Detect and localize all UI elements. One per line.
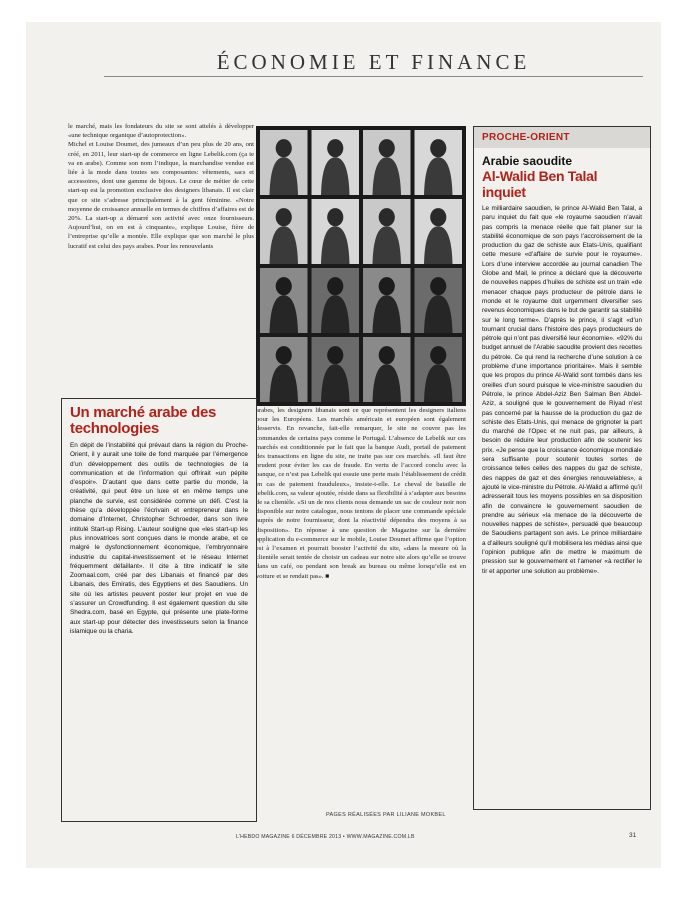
section-tag: PROCHE-ORIENT (474, 127, 650, 148)
sidebar-box-proche-orient (473, 126, 651, 810)
photo-cell (260, 199, 308, 264)
section-title: ÉCONOMIE ET FINANCE (216, 50, 531, 74)
box-text: Le milliardaire saoudien, le prince Al-Walid Ben Talal, a paru inquiet du fait que «le royaume saoudien n’avait pas compris la menace réelle que fait planer sur la stabilité économique de son pays l’accroissement de la production du gaz de schiste aux Etats-Unis, qualifiant cette mesure «d’affaire de survie pour le royaume». Lors d’une interview accordée au journal canadien The Globe and Mail, le prince a déclaré que la découverte de nouvelles nappes d’huiles de schiste est un train «de menacer chaque pays producteur de pétrole dans le monde et le royaume doit urgemment diversifier ses revenus économiques dans le but de garantir sa stabilité sur le long terme». D’après le prince, il s’agit «d’un tournant crucial dans l’histoire des pays producteurs de pétrole qui n’ont pas diversifié leur économie». «92% du budget annuel de l’Arabie saoudite provient des recettes du pétrole. Ce qui rend la recherche d’une solution à ce problème d’une importance prioritaire». Mais il semble que les propos du prince Al-Walid sont tombés dans les oreilles d’un sourd puisque le vice-ministre saoudien du Pétrole, le prince Abdel-Aziz Ben Salman Ben Abdel-Aziz, a souligné que le gouvernement de Riyad n’est pas concerné par la hausse de la production du gaz de schiste des Etats-Unis, qui menace de grignoter la part du marché de l’Opec et ne nuit pas, par ailleurs, à besoin de réduire leur production afin de soutenir les prix. «Je pense que la croissance économique mondiale sera suffisante pour soutenir toutes sortes de croissance telles celles des nappes du gaz de schiste, des nappes de gaz et des énergies renouvelables», a ajouté le vice-ministre du Pétrole. Al-Walid a affirmé qu’il adresserait tous les moyens possibles en sa disposition afin de convaincre le gouvernement saoudien de prendre au sérieux «la menace de la découverte de nouvelles nappes de schiste», persuadé que beaucoup de Saoudiens partagent son avis. Le prince milliardaire a d’ailleurs souligné qu’il mobilisera les médias ainsi que l’opinion publique afin de mettre le maximum de pression sur le gouvernement et l’amener «à rectifier le tir et apporter une solution au problème». (482, 205, 642, 575)
photo-cell (312, 199, 360, 264)
photo-cell (312, 268, 360, 333)
fashion-photo-grid (256, 126, 466, 406)
country-label: Arabie saoudite (482, 154, 573, 168)
photo-cell (312, 337, 360, 402)
photo-cell (363, 337, 411, 402)
photo-cell (363, 199, 411, 264)
photo-cell (415, 130, 463, 195)
headline: Al-Walid Ben Talal inquiet (482, 168, 598, 200)
photo-cell (312, 130, 360, 195)
photo-collage-image (256, 126, 466, 406)
article-paragraph: Michel et Louise Doumet, des jumeaux d’un peu plus de 20 ans, ont créé, en 2011, leur start-up de commerce en ligne Lebelik.com (ça te va en arabe). Comme son nom l’indique, la marchandise vendue est liée à la mode dans toutes ses composantes: vêtements, sacs et accessoires, dont une gamme de bijoux. Le cœur de métier de cette start-up est la promotion exclusive des designers libanais. Il est clair que ce site s’adresse principalement à la gent féminine. «Notre moyenne de croissance annuelle en termes de chiffres d’affaires est de 20%. La start-up a démarré son activité avec onze fournisseurs. Aujourd’hui, on en est à cinquante», explique Louise, fière de l’entreprise qu’elle a montée. Elle explique que son marché le plus lucratif est celui des pays arabes. Pour les renouvelants (68, 141, 254, 250)
article-paragraph: arabes, les designers libanais sont ce que représentent les designers italiens pour les Européens. Les marchés américain et européen sont également desservis. En revanche, fait-elle remarquer, le site ne couvre pas les commandes de certains pays comme le Portugal. L’absence de Lebelik sur ces marchés est conditionnée par le fait que la banque Audi, portail de paiement des transactions en ligne du site, ne traite pas sur ces marchés. «Il faut être prudent pour éviter les cas de fraude. En vertu de l’accord conclu avec la banque, ce n’est pas Lebelik qui essuie une perte mais l’établissement de crédit en cas de paiement frauduleux», insiste-t-elle. Le cheval de bataille de lebelik.com, sa valeur ajoutée, réside dans sa flexibilité à s’adapter aux besoins de sa clientèle. «Si un de nos clients nous demande un sac de couleur noir non disponible sur notre catalogue, nous tentons de placer une commande spéciale auprès de notre fournisseur, dont la réactivité dépendra des moyens à sa disposition». En réponse à une question de Magazine sur la dernière application du e-commerce sur le mobile, Louise Doumet affirme que l’option est à l’examen et pourrait booster l’activité du site, «dans la mesure où la clientèle serait tentée de choisir un cadeau sur notre site alors qu’elle se trouve dans un café, ou pendant son break au bureau ou même lorsqu’elle est en voiture et se rendait pas». ■ (256, 407, 466, 580)
box-text: En dépit de l’instabilité qui prévaut dans la région du Proche-Orient, il y aurait une toile de fond marquée par l’émergence d’un développement des outils de technologies de la communication et de l’information qui offrirait «un pépite d’espoir». D’autant que dans cette partie du monde, la créativité, qui peut être un luxe et en même temps une planche de survie, est considérée comme un défi. C’est la thèse qu’a développée l’écrivain et entrepreneur dans le domaine d’Internet, Christopher Schroeder, dans son livre intitulé Start-up Rising. L’auteur souligne que «les start-up les plus innovatrices sont conçues dans le monde arabe, et ce malgré le dysfonctionnement économique, l’embryonnaire industrie du capital-investissement et le réseau Internet fréquemment défaillant». Il cite à titre indicatif le site Zoomaal.com, créé par des Libanais et financé par des Libanais, des Emiratis, des Egyptiens et des Saoudiens. Un site où les artistes peuvent poster leur projet en vue de s’assurer un Crowdfunding. Il est également question du site Shedra.com, basé en Egypte, qui présente une plate-forme aux start-up pour détecter des investisseurs selon la finance islamique ou la charia. (70, 442, 248, 635)
box-title: Un marché arabe des technologies (70, 404, 217, 437)
page-number: 31 (629, 832, 637, 839)
photo-cell (260, 268, 308, 333)
sidebar-box-tech-market (61, 398, 257, 822)
photo-cell (260, 337, 308, 402)
article-column-2 (256, 406, 466, 802)
photo-cell (415, 337, 463, 402)
magazine-page (26, 22, 661, 868)
photo-cell (363, 268, 411, 333)
header-rule (104, 76, 643, 77)
article-column-1 (68, 122, 254, 392)
page-credit: PAGES RÉALISÉES PAR LILIANE MOKBEL (326, 812, 446, 818)
photo-cell (363, 130, 411, 195)
article-paragraph: le marché, mais les fondateurs du site se sont attelés à développer «une technique organique d’autoprotection». (68, 123, 254, 140)
photo-cell (260, 130, 308, 195)
page-footer: L’HEBDO MAGAZINE 6 DÉCEMBRE 2013 • WWW.MAGAZINE.COM.LB (236, 834, 415, 840)
photo-cell (415, 268, 463, 333)
photo-cell (415, 199, 463, 264)
